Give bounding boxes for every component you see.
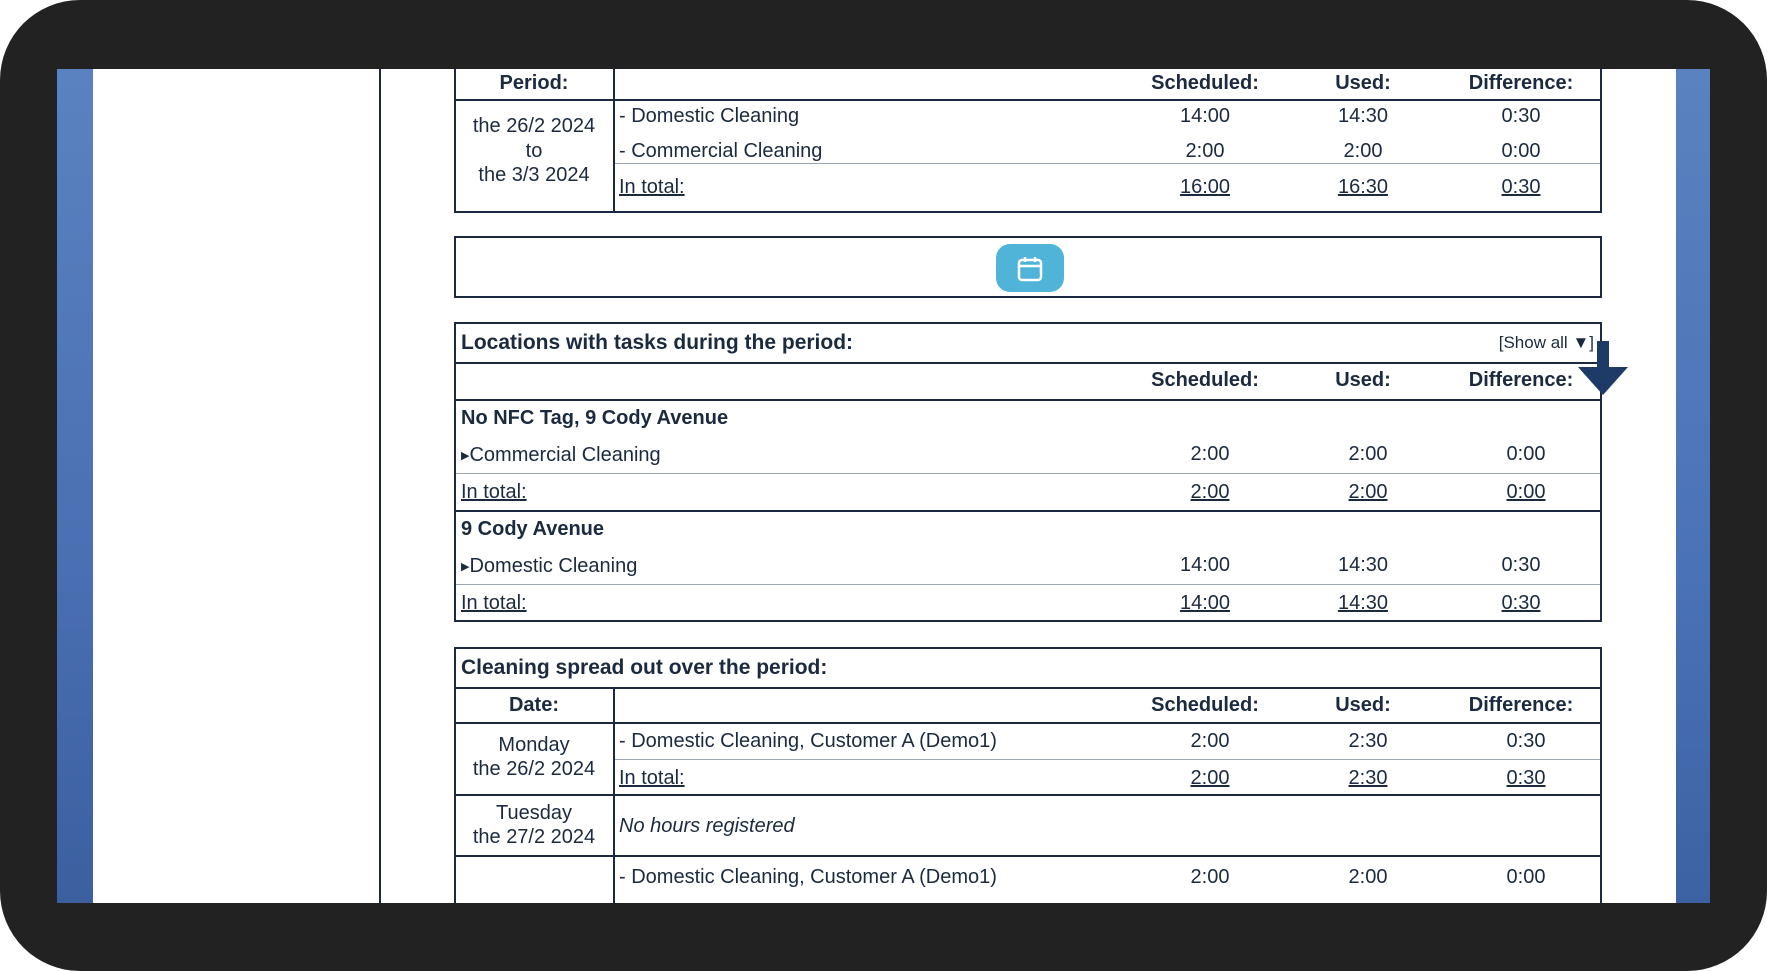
used-header: Used: — [1335, 694, 1391, 716]
scheduled-header: Scheduled: — [1151, 694, 1259, 716]
difference-header: Difference: — [1468, 694, 1574, 716]
right-background — [1676, 69, 1710, 903]
total-difference: 0:30 — [1501, 176, 1541, 198]
row-difference: 0:30 — [1501, 105, 1541, 127]
entry-difference: 0:00 — [1506, 866, 1546, 888]
day-date: the 27/2 2024 — [472, 826, 596, 848]
scheduled-header: Scheduled: — [1151, 369, 1259, 391]
task-row[interactable] — [461, 443, 661, 470]
task-scheduled: 2:00 — [1190, 443, 1230, 465]
total-label: In total: — [619, 176, 685, 198]
entry-label: - Domestic Cleaning, Customer A (Demo1) — [619, 866, 997, 888]
task-label: Commercial Cleaning — [469, 444, 661, 466]
row-used: 14:30 — [1337, 105, 1389, 127]
total-label: In total: — [461, 481, 527, 503]
location-name: No NFC Tag, 9 Cody Avenue — [461, 407, 729, 429]
scheduled-header: Scheduled: — [1151, 72, 1259, 94]
day-name: Tuesday — [496, 802, 572, 824]
task-used: 2:00 — [1348, 443, 1388, 465]
location-name: 9 Cody Avenue — [461, 518, 604, 540]
entry-difference: 0:30 — [1506, 730, 1546, 752]
total-scheduled: 16:00 — [1179, 176, 1231, 198]
total-scheduled: 2:00 — [1190, 767, 1230, 789]
used-header: Used: — [1335, 369, 1391, 391]
period-summary-table — [454, 69, 1602, 213]
spread-title: Cleaning spread out over the period: — [461, 656, 828, 679]
row-scheduled: 2:00 — [1185, 140, 1225, 162]
locations-table — [454, 322, 1602, 622]
total-used: 2:00 — [1348, 481, 1388, 503]
total-scheduled: 14:00 — [1179, 592, 1231, 614]
total-scheduled: 2:00 — [1190, 481, 1230, 503]
difference-header: Difference: — [1468, 369, 1574, 391]
day-date: the 26/2 2024 — [472, 758, 596, 780]
total-label: In total: — [619, 767, 685, 789]
difference-header: Difference: — [1468, 72, 1574, 94]
left-pane — [93, 69, 381, 903]
dropdown-triangle-icon: ▼ — [1572, 333, 1590, 352]
left-background — [57, 69, 93, 903]
task-label: Domestic Cleaning — [469, 555, 638, 577]
calendar-icon — [1016, 255, 1044, 283]
row-difference: 0:00 — [1501, 140, 1541, 162]
task-scheduled: 14:00 — [1179, 554, 1231, 576]
row-used: 2:00 — [1343, 140, 1383, 162]
total-used: 16:30 — [1337, 176, 1389, 198]
entry-scheduled: 2:00 — [1190, 866, 1230, 888]
row-label: - Commercial Cleaning — [619, 140, 823, 162]
no-hours-note: No hours registered — [619, 815, 795, 837]
task-difference: 0:00 — [1506, 443, 1546, 465]
entry-used: 2:30 — [1348, 730, 1388, 752]
period-header: Period: — [499, 72, 569, 94]
task-difference: 0:30 — [1501, 554, 1541, 576]
total-label: In total: — [461, 592, 527, 614]
calendar-button[interactable] — [996, 244, 1064, 292]
period-from: the 26/2 2024 — [472, 115, 596, 137]
total-difference: 0:30 — [1501, 592, 1541, 614]
total-difference: 0:30 — [1506, 767, 1546, 789]
calendar-bar — [454, 236, 1602, 298]
entry-scheduled: 2:00 — [1190, 730, 1230, 752]
row-label: - Domestic Cleaning — [619, 105, 800, 127]
show-all-label: [Show all — [1498, 333, 1568, 352]
down-arrow-icon — [1576, 341, 1630, 397]
expand-triangle-icon: ▶ — [461, 561, 470, 573]
row-scheduled: 14:00 — [1179, 105, 1231, 127]
screen — [57, 69, 1710, 903]
period-until: the 3/3 2024 — [478, 164, 590, 186]
entry-used: 2:00 — [1348, 866, 1388, 888]
task-row[interactable] — [461, 554, 637, 581]
task-used: 14:30 — [1337, 554, 1389, 576]
date-header: Date: — [508, 694, 560, 716]
locations-title: Locations with tasks during the period: — [461, 331, 854, 354]
used-header: Used: — [1335, 72, 1391, 94]
show-all-bracket: ] — [1589, 333, 1594, 352]
day-name: Monday — [498, 734, 570, 756]
total-used: 2:30 — [1348, 767, 1388, 789]
expand-triangle-icon: ▶ — [461, 450, 470, 462]
total-used: 14:30 — [1337, 592, 1389, 614]
entry-label: - Domestic Cleaning, Customer A (Demo1) — [619, 730, 997, 752]
cleaning-spread-table — [454, 647, 1602, 903]
total-difference: 0:00 — [1506, 481, 1546, 503]
period-to: to — [525, 140, 543, 162]
